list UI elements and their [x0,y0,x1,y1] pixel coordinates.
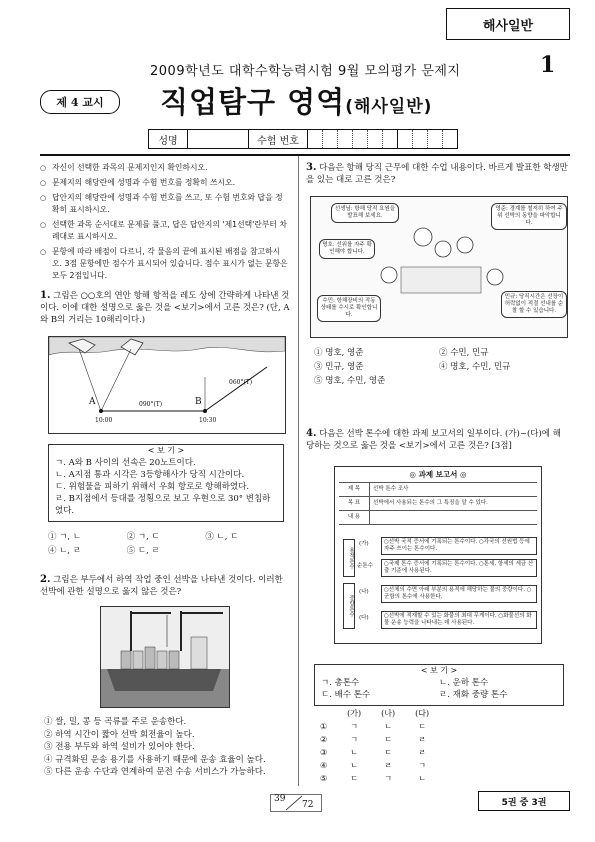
answer-row[interactable] [310,733,439,746]
id-row [148,129,458,149]
time-b-label: 10:30 [199,417,217,424]
bogi-item: ㄷ. 위험물을 피하기 위해서 우회 항로로 항해하였다. [55,482,250,492]
answer-num[interactable]: ② [320,735,328,744]
choice-5[interactable]: ⑤ 명호, 수민, 영준 [314,376,386,386]
question-4 [306,428,568,452]
speech-bubble: 수민: 항해장비의 작동 상태를 수시로 확인합니다. [317,295,381,322]
bogi-item: ㄱ. 총톤수 [321,678,360,688]
question-3 [306,162,568,186]
instruction-item: ○ 자신이 선택한 과목의 문제지인지 확인하시오. [40,162,290,174]
choice-4[interactable]: ④ 명호, 수민, 민규 [439,362,511,372]
report-row-label: 제 목 [339,483,370,496]
question-text: 그림은 ○○호의 연안 항해 항적을 레도 상에 간략하게 나타낸 것이다. 이에 대한 설명으로 옳은 것을 <보기>에서 고른 것은? (단, A와 B의 거리는 10해리이다.) [40,291,290,325]
container-ship-illustration [101,607,229,707]
item-desc: ○국제 톤수 증서에 기록되는 톤수이다. ○톤세, 항세의 세금 산출 기준에 사용된다. [381,559,537,577]
speech-bubble: 민규: 당직시간은 선장이 허락없이 적절 선내를 순찰 할 수 있습니다. [501,291,567,318]
bogi-item: ㄷ. 배수 톤수 [321,690,371,700]
header-divider [40,154,570,156]
answer-cell: ㄹ [384,761,393,770]
instruction-item: ○ 선택한 과목 순서대로 문제를 풀고, 답은 답안지의 '제1선택'란부터 차례대로 표시하시오. [40,219,290,243]
item-label: (다) [359,615,369,621]
choice-4[interactable]: ④ 규격화된 운송 용기를 사용하기 때문에 운송 효율이 높다. [44,754,266,765]
course-1-label: 090°(T) [139,401,163,408]
report-title: ◎ 과제 보고서 ◎ [409,470,467,479]
answer-cell: ㄴ [350,761,359,770]
question-number: 4. [306,428,317,439]
exam-no-digit[interactable] [428,130,443,148]
volume-badge: 5권 중 3권 [478,791,570,811]
q4-answer-table [310,707,439,785]
answer-cell: ㄱ [350,735,359,744]
exam-no-digit[interactable] [368,130,383,148]
bogi-item: ㄴ. 운하 톤수 [439,678,489,688]
q1-choices [48,530,284,556]
question-text: 다음은 선박 톤수에 대한 과제 보고서의 일부이다. (가)~(다)에 해당하는 것으로 옳은 것을 <보기>에서 고른 것은? [3점] [306,429,561,451]
q4-bogi [314,664,564,706]
question-number: 2. [40,574,51,585]
answer-row[interactable] [310,759,439,772]
choice-5[interactable]: ⑤ ㄷ, ㄹ [126,546,160,556]
bogi-item: ㄱ. A와 B 사이의 선속은 20노트이다. [55,458,196,468]
exam-no-digit[interactable] [323,130,338,148]
column-divider [298,156,299,786]
question-2 [40,574,292,598]
answer-cell: ㄹ [418,748,426,757]
choice-4[interactable]: ④ ㄴ, ㄹ [48,546,82,556]
exam-no-digit[interactable] [443,130,457,148]
answer-row[interactable] [310,772,439,785]
item-label: 순톤수 [357,563,373,569]
answer-row[interactable] [310,746,439,759]
answer-cell: ㄷ [418,722,426,731]
name-field[interactable] [188,130,249,148]
point-a-label: A [89,397,96,407]
exam-title: 2009학년도 대학수학능력시험 9월 모의평가 문제지 [150,64,461,79]
bogi-item: ㄴ. A지점 통과 시각은 3등항해사가 당직 시간이다. [55,470,245,480]
name-label: 성명 [149,130,188,148]
page-counter [270,794,322,812]
answer-cell: ㄱ [384,774,393,783]
page-total: 72 [302,800,314,810]
answer-col-header: (나) [381,709,396,718]
slash-icon [270,794,322,812]
question-text: 다음은 항해 당직 근무에 대한 수업 내용이다. 바르게 발표한 학생만을 있는 대로 고른 것은? [306,163,568,185]
page-current: 39 [274,794,286,804]
page-number: 1 [540,52,556,78]
choice-3[interactable]: ③ ㄴ, ㄷ [205,532,239,542]
choice-5[interactable]: ⑤ 다른 운송 수단과 연계하여 문전 수송 서비스가 가능하다. [44,767,266,777]
q3-figure [310,196,568,338]
course-2-label: 060°(T) [229,379,253,386]
item-desc: ○선박에 적재할 수 있는 화물의 최대 무게이다. ○화물선의 화물 운송 능력을 나타내는 데 사용된다. [381,611,537,629]
instruction-item: ○ 답안지의 해당란에 성명과 수험 번호를 쓰고, 또 수험 번호와 답을 정확히 표시하시오. [40,192,290,216]
bogi-title: < 보 기 > [142,446,191,455]
choice-1[interactable]: ① 쌀, 밀, 콩 등 곡류를 주로 운송한다. [44,717,187,727]
group-label: 중량톤수 [343,583,355,629]
answer-cell: ㄱ [418,761,426,770]
q2-figure [100,606,230,708]
answer-num[interactable]: ④ [320,761,328,770]
choice-3[interactable]: ③ 민규, 영준 [314,362,364,372]
speech-bubble: 선생님: 항해 당직 요원을 발표해 보세요. [331,203,399,223]
report-row-value: 선박 톤수 조사 [373,486,409,492]
answer-cell: ㄱ [350,722,359,731]
exam-no-digit[interactable] [383,130,398,148]
choice-2[interactable]: ② 하역 시간이 짧아 선박 회전율이 높다. [44,729,195,740]
item-label: (나) [359,589,369,595]
choice-1[interactable]: ① ㄱ, ㄴ [48,532,82,542]
q4-report [334,466,542,644]
choice-2[interactable]: ② 수민, 민규 [439,348,489,358]
answer-num[interactable]: ③ [320,748,328,757]
answer-num[interactable]: ① [320,722,328,731]
answer-col-header: (다) [415,709,430,718]
question-1 [40,290,292,326]
answer-cell: ㄴ [384,722,393,731]
choice-1[interactable]: ① 명호, 영준 [314,348,364,358]
exam-no-digit[interactable] [413,130,428,148]
q1-figure [48,336,286,434]
point-b-label: B [195,397,202,407]
bogi-item: ㄹ. 재화 중량 톤수 [439,690,508,700]
answer-cell: ㄷ [384,735,393,744]
report-row-value: 선박에서 사용되는 톤수의 그 특징을 알 수 있다. [373,500,488,506]
exam-no-digit[interactable] [353,130,368,148]
bogi-title: < 보 기 > [415,666,464,675]
exam-no-digit[interactable] [308,130,323,148]
question-text: 그림은 부두에서 하역 작업 중인 선박을 나타낸 것이다. 이러한 선박에 관한 설명으로 옳지 않은 것은? [40,575,283,597]
title-main: 직업탐구 영역 [160,85,346,119]
choice-3[interactable]: ③ 전용 부두와 하역 설비가 있어야 한다. [44,742,195,752]
answer-cell: ㄷ [350,774,359,783]
answer-cell: ㄷ [384,748,393,757]
report-row-label: 목 표 [339,497,370,510]
subject-tag: 해사일반 [446,8,570,40]
q2-choices [44,716,292,779]
instructions [40,162,290,285]
item-label: (가) [359,541,369,547]
exam-no-digit[interactable] [338,130,353,148]
instruction-item: ○ 문항에 따라 배점이 다르니, 각 물음의 끝에 표시된 배점을 참고하시오. 3점 문항에만 점수가 표시되어 있습니다. 점수 표시가 없는 문항은 모두 2점입니다. [40,246,290,282]
instruction-item: ○ 문제지의 해당란에 성명과 수험 번호를 정확히 쓰시오. [40,177,290,189]
q3-choices [314,346,564,386]
report-row-value [370,511,376,524]
answer-row[interactable] [310,720,439,733]
page-title [160,80,432,121]
bogi-item: ㄹ. B지점에서 등대를 정횡으로 보고 우현으로 30° 변침하였다. [55,494,271,516]
time-a-label: 10:00 [95,417,113,424]
report-row-label: 내 용 [339,511,370,524]
period-badge: 제 4 교시 [40,90,120,114]
answer-cell: ㄹ [418,735,426,744]
answer-cell: ㄴ [350,748,359,757]
speech-bubble: 명호: 선위를 자주 확인해야 합니다. [319,239,375,259]
exam-no-digit[interactable] [398,130,413,148]
item-desc: ○선체의 수면 아래 부분의 용적에 해당하는 물의 중량이다. ○군함의 톤수에 사용한다. [381,585,537,603]
item-desc: ○선박 국적 증서에 기록되는 톤수이다. ○각국의 선원법 등에 자주 쓰이는 톤수이다. [381,537,537,555]
title-sub: (해사일반) [345,97,433,117]
group-label: 용적톤수 [343,539,355,577]
exam-no-label: 수험 번호 [249,130,308,148]
speech-bubble: 영준: 경계를 철저히 하여 주위 선박의 동향을 파악합니다. [491,203,567,230]
question-number: 3. [306,162,317,173]
question-number: 1. [40,290,51,301]
answer-cell: ㄴ [418,774,426,783]
answer-num[interactable]: ⑤ [320,774,328,783]
choice-2[interactable]: ② ㄱ, ㄷ [126,532,160,542]
answer-col-header: (가) [347,709,362,718]
q1-bogi [48,444,284,522]
